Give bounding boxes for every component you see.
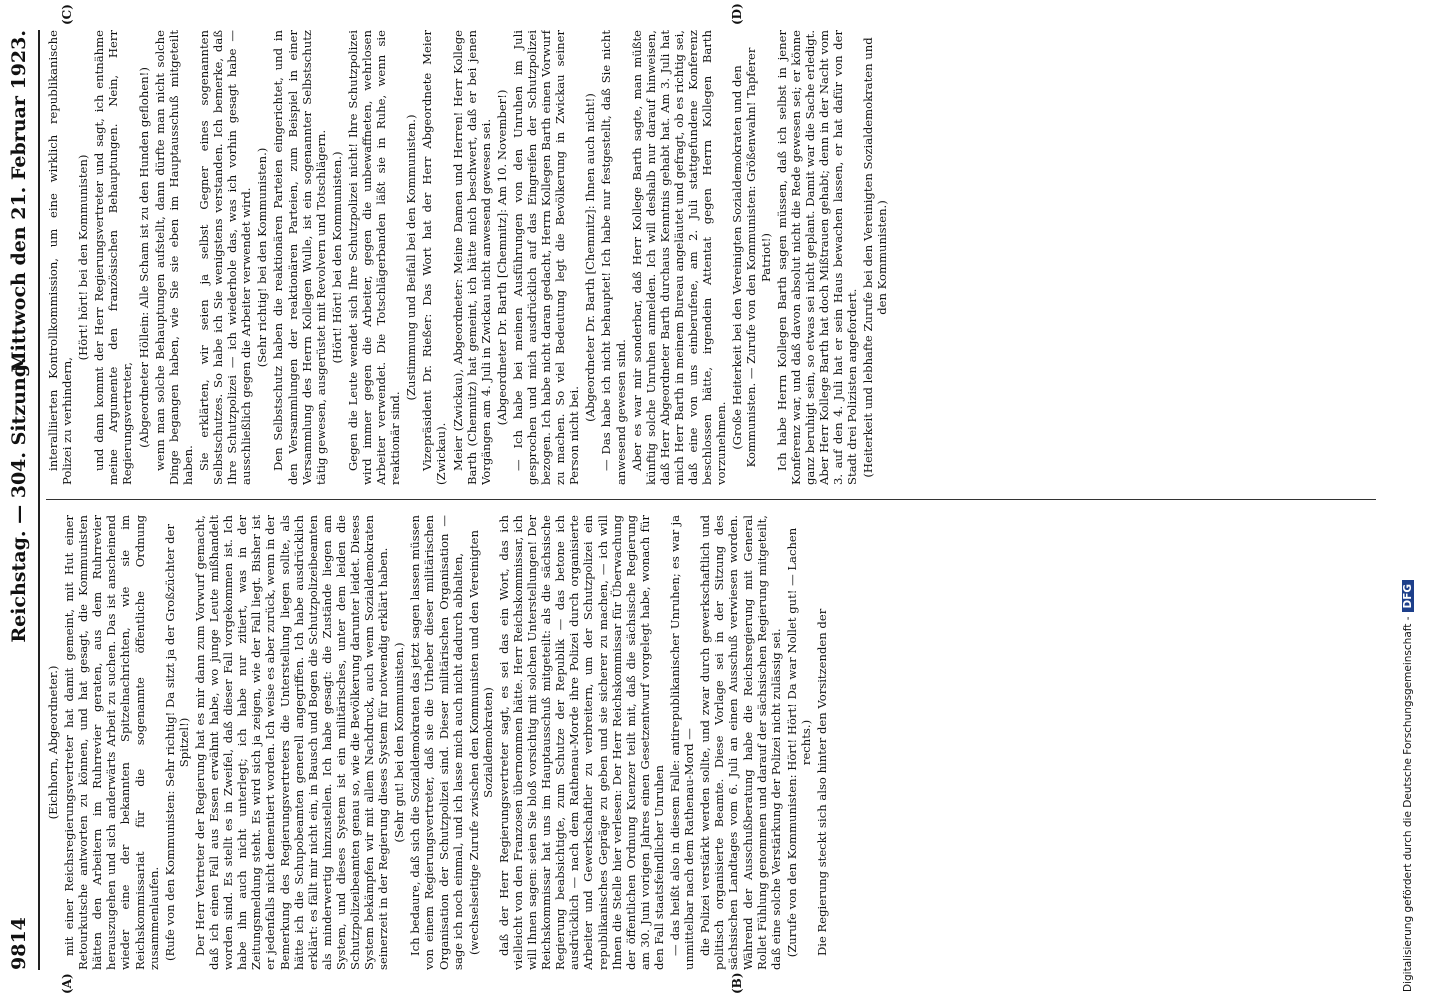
paragraph: (Abgeordneter Dr. Barth [Chemnitz]: Am 10. November!) bbox=[494, 89, 509, 426]
header-date: Mittwoch den 21. Februar 1923. bbox=[8, 30, 30, 373]
paragraph: Den Selbstschutz haben die reaktionären Parteien eingerichtet, und in den Versammlungen der reaktionären Parteien, zum Beispiel in einer Versammlung des Herrn Kollegen Wulle, ist ein sogenannter Selbstschutz tätig gewesen, ausgerüstet mit Revolvern und Totschlägern. bbox=[271, 30, 328, 485]
dfg-logo: DFG bbox=[1402, 580, 1414, 613]
margin-marker-c: (C) bbox=[60, 4, 74, 25]
paragraph: (Rufe von den Kommunisten: Sehr richtig! Da sitzt ja der Großzüchter der Spitzel!) bbox=[162, 524, 191, 962]
paragraph: Ich bedaure, daß sich die Sozialdemokraten das jetzt sagen lassen müssen von einem Regierungsvertreter, daß sie die Urheber dieser militärischen Organisation der Schutzpolizei sind. Dieser militärischen Organisation — sage ich noch einmal, und ich lasse mich auch nicht dadurch abhalten, bbox=[408, 515, 465, 970]
paragraph: (Abgeordneter Dr. Barth [Chemnitz]: Ihnen auch nicht!) bbox=[583, 93, 598, 422]
paragraph: Ich habe Herrn Kollegen Barth sagen müssen, daß ich selbst in jener Konferenz war, und daß davon absolut nicht die Rede gewesen sei; er könne ganz beruhigt sein, so etwas sei nicht geplant. Damit war die Sache erledigt. Aber Herr Kollege Barth hat doch Mißtrauen gehabt; denn in der Nacht vom 3. auf den 4. Juli hat er sein Haus bewachen lassen, er hat dafür von der Stadt drei Polizisten angefordert. bbox=[774, 30, 860, 485]
paragraph: (Zustimmung und Beifall bei den Kommunisten.) bbox=[404, 114, 419, 401]
paragraph: (Hört! hört! bei den Kommunisten) bbox=[76, 154, 91, 361]
paragraph: (Abgeordneter Höllein: Alle Scham ist zu den Hunden geflohen!) bbox=[136, 67, 151, 448]
paragraph: wenn man solche Behauptungen aufstellt, dann dürfte man nicht solche Dinge begangen haben, wie Sie sie eben im Hauptausschuß mitgeteilt haben. bbox=[152, 30, 195, 485]
page-number: 9814 bbox=[8, 917, 30, 970]
paragraph: mit einer Reichsregierungsvertreter hat damit gemeint, mit Hut einer Retourkutsche antworten zu können, und hat gesagt, die Kommunisten hätten den Arbeitern im Ruhrrevier geraten, aus dem Ruhrrevier herauszugehen und sich anderwärts Arbeit zu suchen. Das ist anscheinend wieder eine der bekannten Spitzelnachrichten, wie sie im Reichskommissariat für die sogenannte öffentliche Ordnung zusammenlaufen. bbox=[62, 515, 161, 970]
margin-marker-d: (D) bbox=[730, 3, 744, 25]
margin-marker-b: (B) bbox=[730, 972, 744, 994]
header-rule bbox=[38, 30, 40, 970]
header-title: Reichstag. — 304. Sitzung. bbox=[8, 357, 30, 643]
page-header bbox=[8, 30, 34, 970]
margin-marker-a: (A) bbox=[60, 973, 74, 994]
paragraph: und dann kommt der Herr Regierungsvertreter und sagt, ich entnähme meine Argumente den französischen Behauptungen. Nein, Herr Regierungsvertreter, bbox=[92, 30, 135, 485]
paragraph: Der Herr Vertreter der Regierung hat es mir dann zum Vorwurf gemacht, daß ich einen Fall aus Essen erwähnt habe, wo junge Leute mißhandelt worden sind. Es stellt es in Zweifel, daß dieser Fall vorgekommen ist. Ich habe ihn auch nicht unterlegt; ich habe nur zitiert, was in der Zeitungsmeldung steht. Es wird sich ja zeigen, wie der Fall liegt. Bisher ist er jedenfalls nicht dementiert worden. Ich weise es aber zurück, wenn in der Bemerkung des Regierungsvertreters die Unterstellung liegen sollte, als hätte ich die Schupobeamten generell angegriffen. Ich habe ausdrücklich erklärt: es fällt mir nicht ein, in Bausch und Bogen die Schutzpolizeibeamten als minderwertig hinzustellen. Ich habe gesagt: die Zustände liegen am System, und dieses System ist ein militärisches, unter dem leiden die Schutzpolizeibeamten genau so, wie die Bevölkerung darunter leidet. Dieses System bekämpfen wir mit allem Nachdruck, auch wenn Sozialdemokraten seinerzeit in der Regierung dieses System für notwendig erklärt haben. bbox=[192, 515, 391, 970]
paragraph: die Polizei verstärkt werden sollte, und zwar durch gewerkschaftlich und politisch organisierte Beamte. Diese Vorlage sei in der Sitzung des sächsischen Landtages vom 6. Juli an einen Ausschuß verwiesen worden. Während der Ausschußberatung habe die Reichsregierung mit General Rollet Fühlung genommen und darauf der sächsischen Regierung mitgeteilt, daß eine solche Verstärkung der Polizei nicht zulässig sei. bbox=[698, 515, 783, 970]
paragraph: Vizepräsident Dr. Rießer: Das Wort hat der Herr Abgeordnete Meier (Zwickau). bbox=[420, 30, 449, 485]
paragraph: — das heißt also in diesem Falle: antirepublikanischer Unruhen; es war ja unmittelbar nach dem Rathenau-Mord — bbox=[668, 515, 697, 970]
paragraph: Gegen die Leute wendet sich Ihre Schutzpolizei nicht! Ihre Schutzpolizei wird immer gegen die Arbeiter, gegen die unbewaffneten, wehrlosen Arbeiter verwendet. Die Totschlägerbanden läßt sie in Ruhe, wenn sie reaktionär sind. bbox=[345, 30, 403, 485]
credit-text: Digitalisierung gefördert durch die Deutsche Forschungsgemeinschaft - bbox=[1402, 616, 1414, 992]
paragraph: Aber es war mir sonderbar, daß Herr Kollege Barth sagte, man müßte künftig solche Unruhen anmelden. Ich will deshalb nur darauf hinweisen, daß Herr Abgeordneter Barth durchaus Kenntnis gehabt hat. Am 3. Juli hat mich Herr Barth in meinem Bureau angeläutet und gefragt, ob es richtig sei, daß eine von uns einberufene, am 2. Juli stattgefundene Konferenz beschlossen hätte, irgendein Attentat gegen Herrn Kollegen Barth vorzunehmen. bbox=[629, 30, 729, 485]
paragraph: (Zurufe von den Kommunisten: Hört! Hört! Da war Nollet gut! — Lachen rechts.) bbox=[784, 527, 813, 958]
column-divider bbox=[46, 499, 1376, 500]
paragraph: Sie erklärten, wir seien ja selbst Gegner eines sogenannten Selbstschutzes. So habe ich Sie wenigstens verstanden. Ich bemerke, daß Ihre Schutzpolizei — ich wiederhole das, was ich vorhin gesagt habe — ausschließlich gegen die Arbeiter verwendet wird. bbox=[196, 30, 254, 485]
paragraph: Meier (Zwickau), Abgeordneter: Meine Damen und Herren! Herr Kollege Barth (Chemnitz) hat gemeint, ich hätte mich beschwert, daß er bei jenen Vorgängen am 4. Juli in Zwickau nicht anwesend gewesen sei. bbox=[450, 30, 493, 485]
paragraph: (Eichhorn, Abgeordneter.) bbox=[46, 665, 60, 820]
right-column bbox=[46, 30, 1376, 485]
paragraph: — Das habe ich nicht behauptet! Ich habe nur festgestellt, daß Sie nicht anwesend gewesen sind. bbox=[599, 30, 628, 485]
left-column bbox=[46, 515, 1376, 970]
paragraph: — Ich habe bei meinen Ausführungen von den Unruhen im Juli gesprochen und mich ausdrücklich auf das Eingreifen der Schutzpolizei bezogen. Ich habe nicht daran gedacht, Herrn Kollegen Barth einen Vorwurf zu machen. So viel Bedeutung legt die Bevölkerung in Zwickau seiner Person nicht bei. bbox=[510, 30, 582, 485]
digitization-credit bbox=[1402, 12, 1414, 992]
paragraph: (Große Heiterkeit bei den Vereinigten Sozialdemokraten und den Kommunisten. — Zurufe von den Kommunisten: Größenwahn! Tapferer Patriot!) bbox=[730, 47, 773, 468]
paragraph: (Hört! Hört! bei den Kommunisten.) bbox=[329, 151, 344, 364]
paragraph: (wechselseitige Zurufe zwischen den Kommunisten und den Vereinigten Sozialdemokraten) bbox=[466, 529, 495, 956]
paragraph: daß der Herr Regierungsvertreter sagt, es sei das ein Wort, das ich vielleicht von den Franzosen übernommen hätte. Herr Reichskommissar, ich will Ihnen sagen: seien Sie bloß vorsichtig mit solchen Unterstellungen! Der Reichskommissar hat uns im Hauptausschuß mitgeteilt: als die sächsische Regierung beabsichtigte, zum Schutze der Republik — das betone ich ausdrücklich — nach dem Rathenau-Morde ihre Polizei durch organisierte Arbeiter und Gewerkschaftler zu verbreitern, um der Schutzpolizei ein republikanisches Gepräge zu geben und sie sicherer zu machen, — ich will Ihnen die Stelle hier verlesen: Der Herr Reichskommissar für Überwachung der öffentlichen Ordnung Kuenzer teilt mit, daß die sächsische Regierung am 30. Juni vorigen Jahres einen Gesetzentwurf vorgelegt habe, wonach für den Fall staatsfeindlicher Unruhen bbox=[496, 515, 666, 970]
paragraph: (Sehr gut! bei den Kommunisten.) bbox=[392, 642, 407, 843]
paragraph: (Sehr richtig! bei den Kommunisten.) bbox=[255, 147, 270, 368]
paragraph: Die Regierung steckt sich also hinter den Vorsitzenden der bbox=[814, 608, 829, 956]
paragraph: interalliierten Kontrollkommission, um eine wirklich republikanische Polizei zu verhindern, bbox=[46, 30, 75, 485]
paragraph: (Heiterkeit und lebhafte Zurufe bei den Vereinigten Sozialdemokraten und den Kommunisten.) bbox=[861, 37, 890, 478]
